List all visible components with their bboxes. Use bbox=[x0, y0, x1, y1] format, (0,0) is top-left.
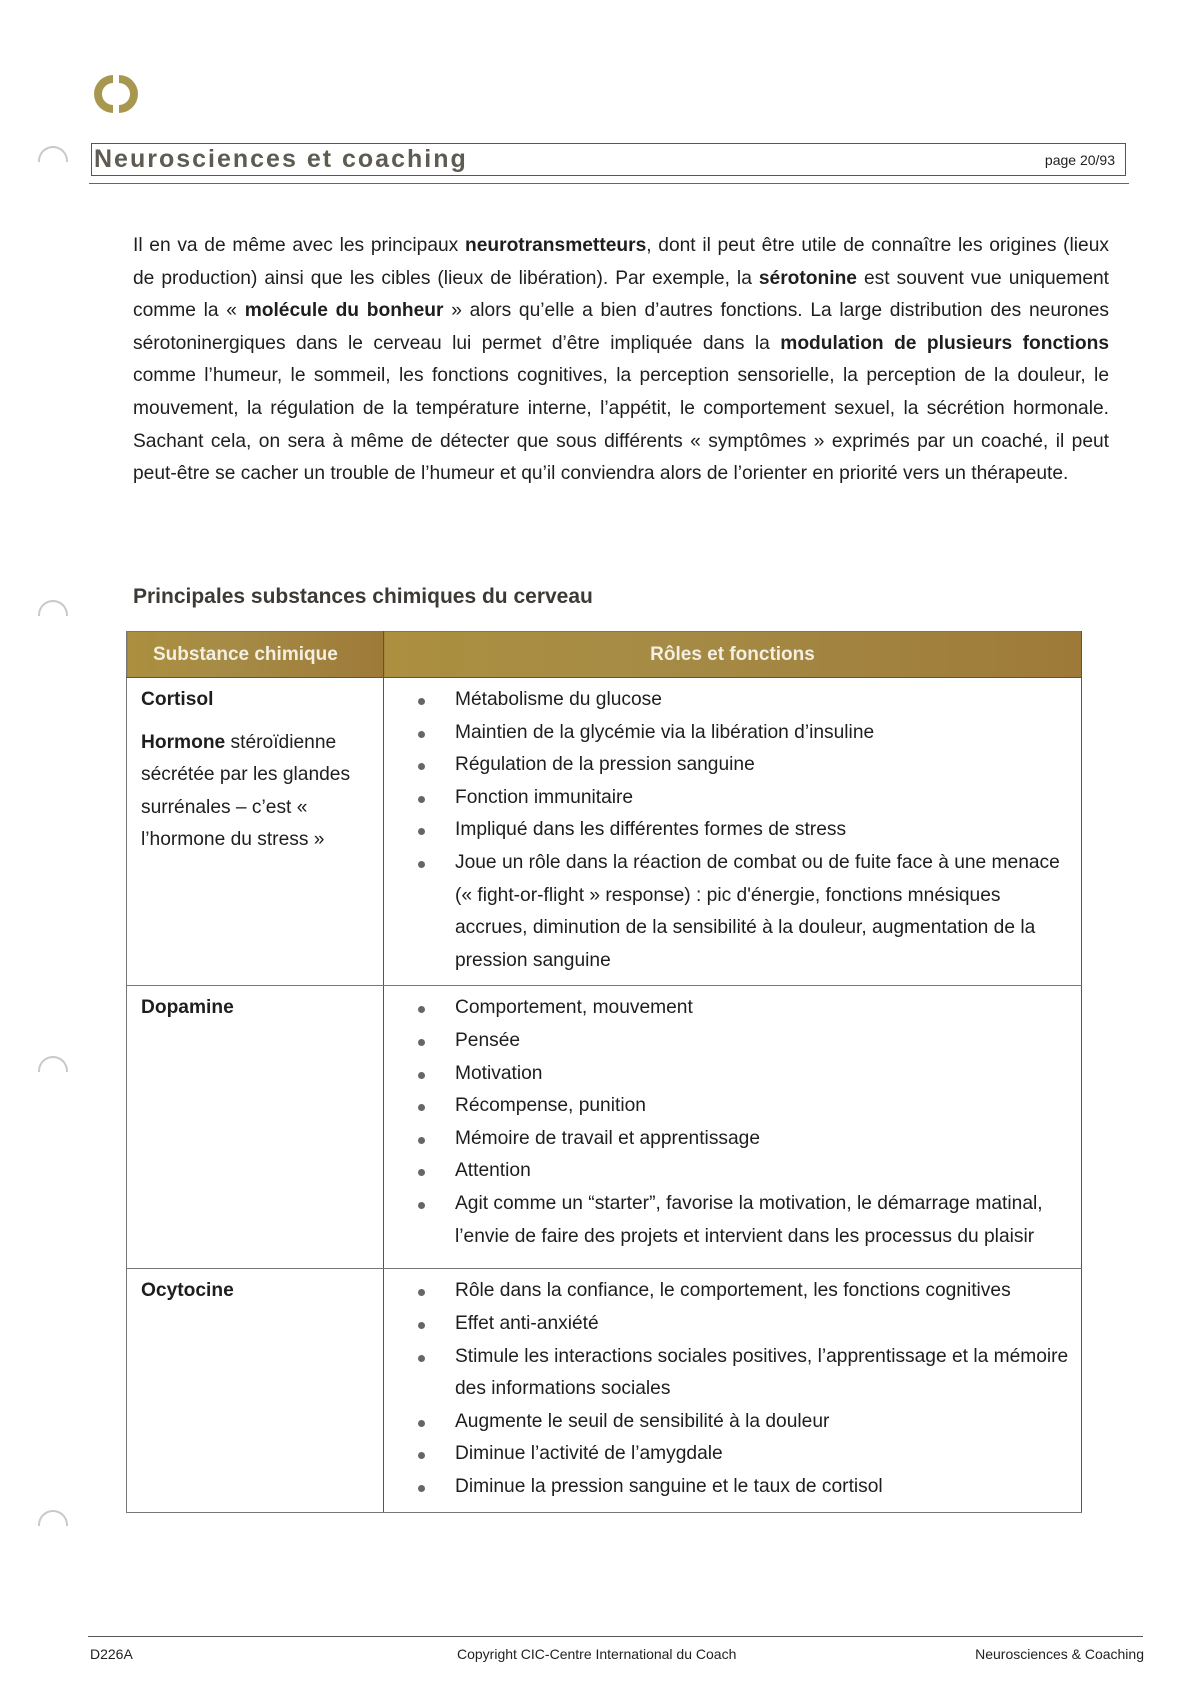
intro-text: est souvent vue uniquement comme la « bbox=[133, 267, 1109, 322]
table-header-row bbox=[127, 632, 1082, 678]
list-item: Fonction immunitaire bbox=[410, 782, 1071, 815]
copyright-notice: Copyright CIC-Centre International du Coach bbox=[457, 1646, 737, 1662]
intro-bold-term: sérotonine bbox=[758, 267, 857, 289]
list-item: Stimule les interactions sociales positives, l’apprentissage et la mémoire des informations sociales bbox=[410, 1341, 1071, 1406]
substance-name: Dopamine bbox=[141, 997, 234, 1019]
list-item: Diminue l’activité de l’amygdale bbox=[410, 1438, 1071, 1471]
footer-divider bbox=[88, 1636, 1143, 1637]
substance-cell bbox=[127, 678, 384, 986]
list-item: Maintien de la glycémie via la libération d’insuline bbox=[410, 717, 1071, 750]
intro-bold-term: neurotransmetteurs bbox=[464, 235, 647, 256]
table-row bbox=[127, 678, 1082, 986]
document-code: D226A bbox=[90, 1646, 133, 1662]
list-item: Effet anti-anxiété bbox=[410, 1308, 1071, 1341]
gold-parentheses-logo-icon bbox=[94, 72, 138, 116]
list-item: Régulation de la pression sanguine bbox=[410, 749, 1071, 782]
intro-text: Il en va de même avec les principaux bbox=[133, 235, 465, 256]
list-item: Agit comme un “starter”, favorise la motivation, le démarrage matinal, l’envie de faire des projets et intervient dans les processus du plaisir bbox=[410, 1188, 1071, 1253]
description-text: stéroïdienne sécrétée par les glandes surrénales – c’est « l’hormone du stress » bbox=[141, 731, 351, 851]
list-item: Métabolisme du glucose bbox=[410, 684, 1071, 717]
roles-cell bbox=[384, 986, 1082, 1269]
header-divider bbox=[89, 183, 1129, 184]
intro-bold-term: modulation de plusieurs fonctions bbox=[780, 332, 1109, 354]
substance-description bbox=[141, 727, 361, 857]
binder-hole-mark bbox=[38, 1056, 68, 1072]
list-item: Diminue la pression sanguine et le taux de cortisol bbox=[410, 1471, 1071, 1504]
binder-hole-mark bbox=[38, 600, 68, 616]
table-title: Principales substances chimiques du cerveau bbox=[133, 585, 593, 608]
substance-name: Ocytocine bbox=[141, 1280, 234, 1302]
description-bold: Hormone bbox=[141, 731, 226, 753]
roles-list bbox=[398, 684, 1071, 977]
list-item: Motivation bbox=[410, 1058, 1071, 1091]
binder-hole-mark bbox=[38, 1510, 68, 1526]
list-item: Pensée bbox=[410, 1025, 1071, 1058]
roles-list bbox=[398, 1275, 1071, 1503]
intro-paragraph bbox=[133, 230, 1109, 491]
column-header-substance: Substance chimique bbox=[127, 632, 384, 678]
course-name: Neurosciences & Coaching bbox=[975, 1646, 1144, 1662]
intro-bold-term: molécule du bonheur bbox=[244, 300, 444, 322]
table-row bbox=[127, 1269, 1082, 1512]
page-header bbox=[91, 143, 1126, 176]
binder-hole-mark bbox=[38, 146, 68, 162]
list-item: Mémoire de travail et apprentissage bbox=[410, 1123, 1071, 1156]
substance-cell bbox=[127, 1269, 384, 1512]
substances-table bbox=[126, 631, 1082, 1513]
list-item: Augmente le seuil de sensibilité à la douleur bbox=[410, 1406, 1071, 1439]
document-title: Neurosciences et coaching bbox=[94, 145, 468, 173]
intro-text: comme l’humeur, le sommeil, les fonctions cognitives, la perception sensorielle, la perception de la douleur, le mouvement, la régulation de la température interne, l’appétit, le comportement sexuel, la sécrétion hormonale. Sachant cela, on sera à même de détecter que sous différents « symptômes » exprimés par un coaché, il peut peut-être se cacher un trouble de l’humeur et qu’il conviendra alors de l’orienter en priorité vers un thérapeute. bbox=[133, 365, 1109, 485]
table-row bbox=[127, 986, 1082, 1269]
list-item: Joue un rôle dans la réaction de combat ou de fuite face à une menace (« fight-or-flight » response) : pic d'énergie, fonctions mnésiques accrues, diminution de la sensibilité à la douleur, augmentation de la pression sanguine bbox=[410, 847, 1071, 977]
page-number: page 20/93 bbox=[1044, 151, 1115, 168]
list-item: Récompense, punition bbox=[410, 1090, 1071, 1123]
list-item: Attention bbox=[410, 1155, 1071, 1188]
roles-cell bbox=[384, 678, 1082, 986]
list-item: Impliqué dans les différentes formes de stress bbox=[410, 814, 1071, 847]
substance-cell bbox=[127, 986, 384, 1269]
list-item: Comportement, mouvement bbox=[410, 992, 1071, 1025]
substance-name: Cortisol bbox=[141, 689, 214, 710]
list-item: Rôle dans la confiance, le comportement, les fonctions cognitives bbox=[410, 1275, 1071, 1308]
intro-text: » alors qu’elle a bien d’autres fonctions. La large distribution des neurones sérotoninergiques dans le cerveau lui permet d’être impliquée dans la bbox=[133, 300, 1109, 354]
intro-text: , dont il peut être utile de connaître les origines (lieux de production) ainsi que les cibles (lieux de libération). Par exemple, la bbox=[133, 235, 1109, 289]
column-header-roles: Rôles et fonctions bbox=[384, 632, 1082, 678]
roles-cell bbox=[384, 1269, 1082, 1512]
roles-list bbox=[398, 992, 1071, 1253]
